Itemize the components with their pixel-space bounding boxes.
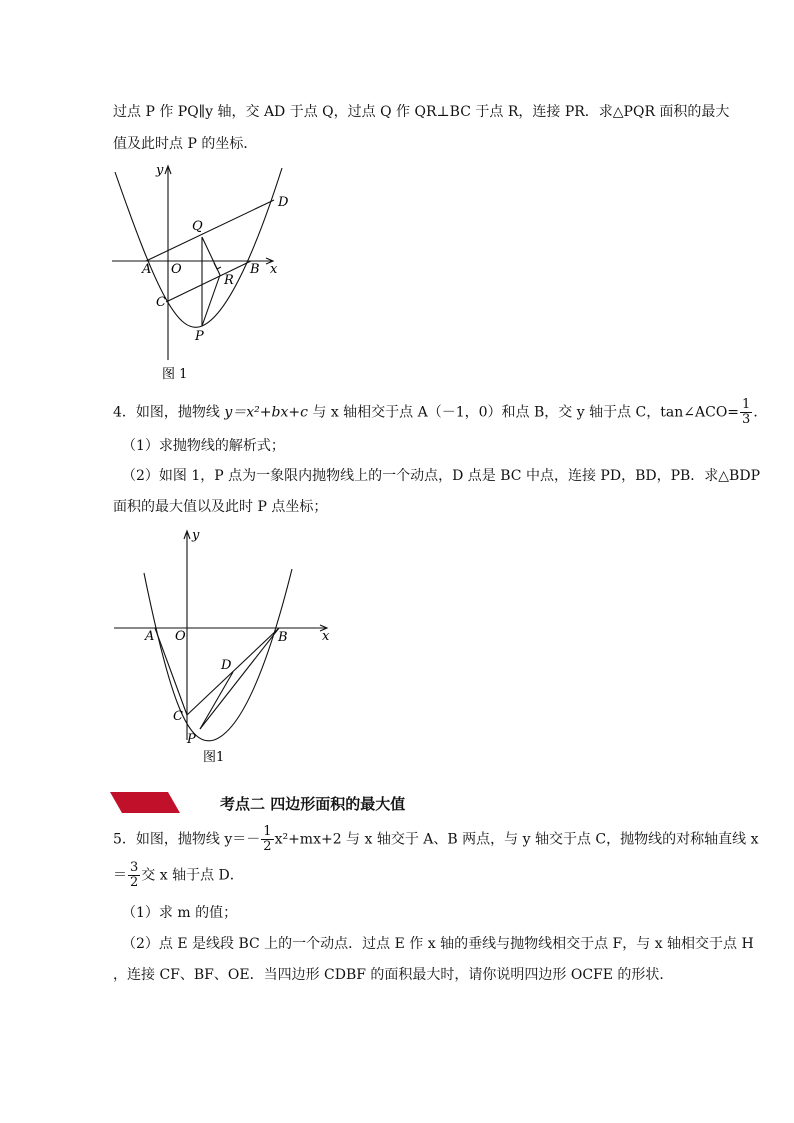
fig2-parabola — [144, 569, 292, 741]
fig1-label-y: y — [156, 163, 164, 178]
p5-fraction-2-denominator: 2 — [130, 875, 139, 890]
p4-tan: tan∠ACO= — [660, 404, 740, 421]
fig2-caption: 图1 — [203, 750, 225, 765]
fig2-label-C: C — [173, 709, 183, 724]
fig2-label-P: P — [187, 732, 196, 747]
p4-tan-fraction — [740, 398, 752, 427]
fig1-label-R: R — [224, 273, 234, 288]
fig1-label-O: O — [171, 262, 182, 277]
fig1-label-D: D — [278, 195, 289, 210]
p4-intro-a: 4．如图，抛物线 — [113, 404, 225, 421]
p5-fraction-1-denominator: 2 — [263, 839, 272, 854]
fig1-caption: 图 1 — [162, 367, 188, 382]
p5-text-a: 5．如图，抛物线 y＝－ — [113, 831, 261, 848]
p5-question-1: （1）求 m 的值； — [122, 905, 238, 921]
fig1-parabola — [115, 168, 282, 327]
p4-intro — [113, 398, 767, 427]
p5-text-c: ＝ — [113, 867, 127, 884]
p4-question-2-line-2: 面积的最大值以及此时 P 点坐标； — [113, 499, 328, 515]
section-title: 考点二 四边形面积的最大值 — [220, 795, 406, 813]
figure-2 — [100, 525, 340, 770]
p4-tan-numerator: 1 — [742, 397, 751, 412]
fig2-label-x: x — [322, 629, 330, 644]
p5-line-2 — [113, 861, 244, 890]
p5-fraction-1-numerator: 1 — [263, 824, 272, 839]
figure-1 — [100, 160, 300, 390]
p3-line-2: 值及此时点 P 的坐标． — [113, 136, 258, 152]
p5-question-2-line-1: （2）点 E 是线段 BC 上的一个动点．过点 E 作 x 轴的垂线与抛物线相交于点 F，与 x 轴相交于点 H — [122, 936, 754, 952]
fig2-label-B: B — [278, 630, 288, 645]
fig2-segment-PD — [200, 672, 233, 729]
fig1-label-Q: Q — [192, 219, 203, 234]
fig1-label-x: x — [270, 262, 278, 277]
p5-fraction-1 — [261, 825, 273, 854]
fig1-label-C: C — [156, 295, 166, 310]
fig2-label-D: D — [221, 658, 232, 673]
fig1-label-A: A — [142, 262, 152, 277]
p4-equation: y＝x²+bx+c — [224, 404, 308, 421]
fig1-label-P: P — [195, 329, 204, 344]
fig1-segment-PR — [202, 275, 220, 326]
p5-text-b: x²+mx+2 与 x 轴交于 A、B 两点，与 y 轴交于点 C，抛物线的对称轴直线 x — [274, 831, 759, 848]
fig2-segment-CB — [187, 628, 279, 715]
p5-question-2-line-2: ，连接 CF、BF、OE．当四边形 CDBF 的面积最大时，请你说明四边形 OCFE 的形状． — [113, 967, 674, 983]
fig2-label-y: y — [192, 528, 200, 543]
fig2-label-O: O — [175, 629, 186, 644]
p4-question-2-line-1: （2）如图 1，P 点为一象限内抛物线上的一个动点，D 点是 BC 中点，连接 PD，BD，PB．求△BDP — [122, 468, 760, 484]
p5-fraction-2-numerator: 3 — [130, 860, 139, 875]
fig1-label-B: B — [250, 262, 260, 277]
p5-line-1 — [113, 825, 758, 854]
fig2-segment-PB — [200, 628, 279, 729]
p4-intro-b: 与 x 轴相交于点 A（－1，0）和点 B，交 y 轴于点 C， — [307, 404, 661, 421]
p5-fraction-2 — [128, 861, 140, 890]
p5-text-d: 交 x 轴于点 D． — [141, 867, 244, 884]
fig1-segment-AD — [146, 200, 274, 261]
section-accent-icon — [110, 792, 180, 813]
fig2-label-A: A — [145, 629, 155, 644]
p3-line-1: 过点 P 作 PQ∥y 轴，交 AD 于点 Q，过点 Q 作 QR⊥BC 于点 R，连接 PR．求△PQR 面积的最大 — [113, 104, 730, 120]
section-accent-shape — [110, 792, 180, 813]
p4-tan-denominator: 3 — [742, 412, 751, 427]
p4-question-1: （1）求抛物线的解析式； — [122, 438, 285, 454]
fig1-right-angle — [214, 263, 221, 269]
p4-end: ． — [753, 404, 768, 421]
